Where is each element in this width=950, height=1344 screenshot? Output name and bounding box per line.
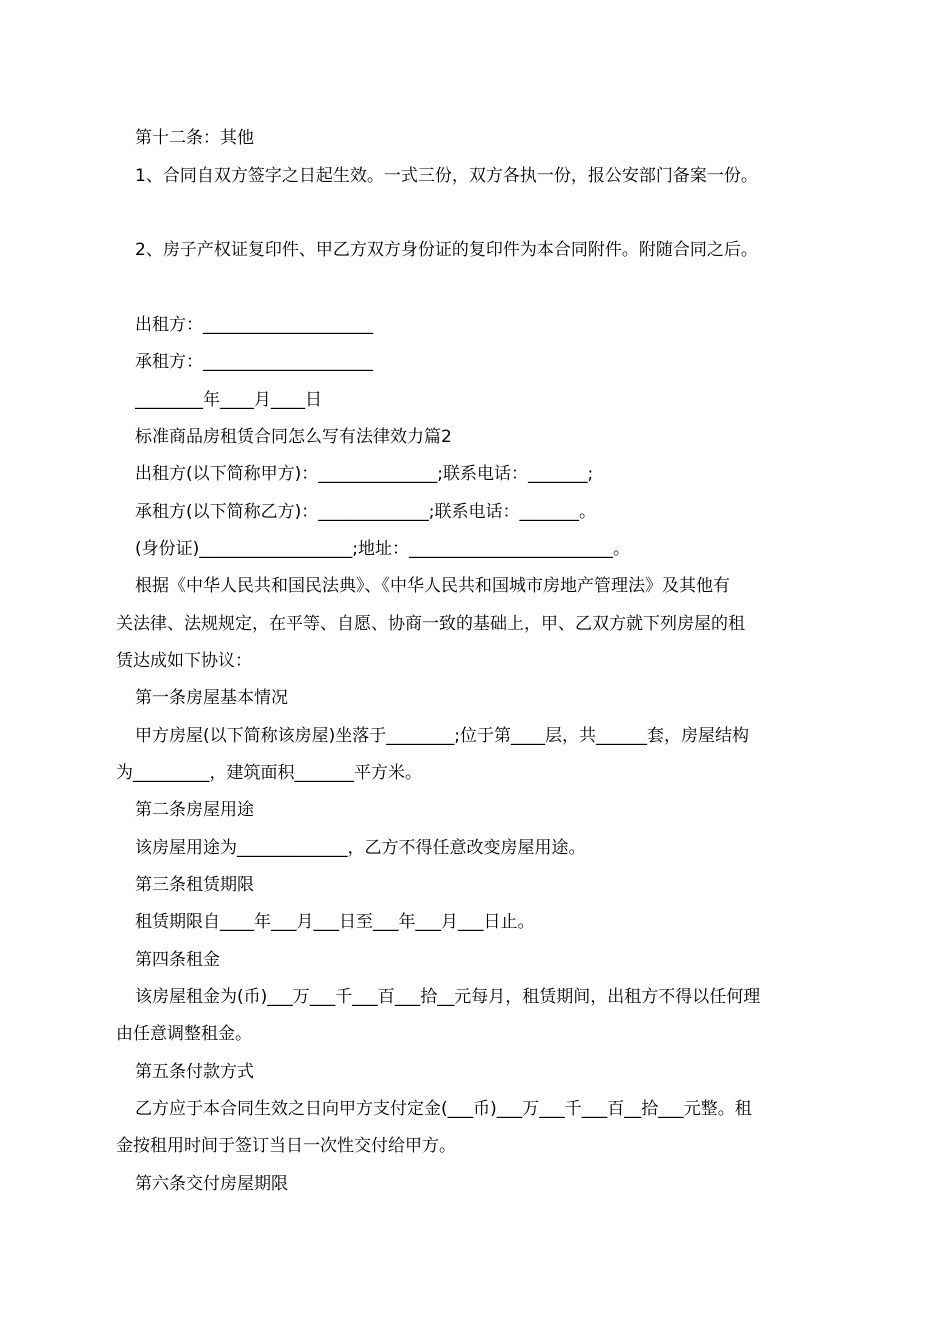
article-3-heading: 第三条租赁期限 — [135, 875, 254, 895]
preamble-line-3: 赁达成如下协议： — [116, 651, 252, 671]
section-title: 标准商品房租赁合同怎么写有法律效力篇2 — [135, 427, 452, 447]
article-1-heading: 第一条房屋基本情况 — [135, 688, 288, 708]
lessor-signature-line: 出租方：____________________ — [135, 315, 373, 335]
article-4-body-1: 该房屋租金为(币)___万___千___百___拾__元每月，租赁期间，出租方不得以任何理 — [135, 987, 761, 1007]
article-6-heading: 第六条交付房屋期限 — [135, 1174, 288, 1194]
article-1-body-1: 甲方房屋(以下简称该房屋)坐落于________;位于第____层，共______套，房屋结构 — [135, 726, 749, 746]
signature-date-line: ________年____月____日 — [135, 390, 322, 410]
article-3-body: 租赁期限自____年___月___日至___年___月___日止。 — [135, 912, 535, 932]
article-12-heading: 第十二条：其他 — [135, 128, 254, 148]
article-2-body: 该房屋用途为_____________，乙方不得任意改变房屋用途。 — [135, 838, 586, 858]
party-b-line: 承租方(以下简称乙方)：_____________;联系电话：_______。 — [135, 502, 596, 522]
article-5-body-1: 乙方应于本合同生效之日向甲方支付定金(___币)___万___千___百__拾___元整。租 — [135, 1099, 752, 1119]
article-2-heading: 第二条房屋用途 — [135, 800, 254, 820]
preamble-line-1: 根据《中华人民共和国民法典》、《中华人民共和国城市房地产管理法》及其他有 — [135, 576, 730, 596]
article-4-body-2: 由任意调整租金。 — [116, 1024, 252, 1044]
id-address-line: (身份证)__________________;地址：________________________。 — [135, 539, 630, 559]
article-5-body-2: 金按租用时间于签订当日一次性交付给甲方。 — [116, 1136, 456, 1156]
article-4-heading: 第四条租金 — [135, 950, 220, 970]
clause-2: 2、房子产权证复印件、甲乙方双方身份证的复印件为本合同附件。附随合同之后。 — [135, 240, 758, 260]
article-5-heading: 第五条付款方式 — [135, 1062, 254, 1082]
clause-1: 1、合同自双方签字之日起生效。一式三份，双方各执一份，报公安部门备案一份。 — [135, 166, 758, 186]
lessee-signature-line: 承租方：____________________ — [135, 352, 373, 372]
party-a-line: 出租方(以下简称甲方)：______________;联系电话：_______; — [135, 464, 594, 484]
preamble-line-2: 关法律、法规规定，在平等、自愿、协商一致的基础上，甲、乙双方就下列房屋的租 — [116, 614, 745, 634]
article-1-body-2: 为_________，建筑面积_______平方米。 — [116, 763, 422, 783]
